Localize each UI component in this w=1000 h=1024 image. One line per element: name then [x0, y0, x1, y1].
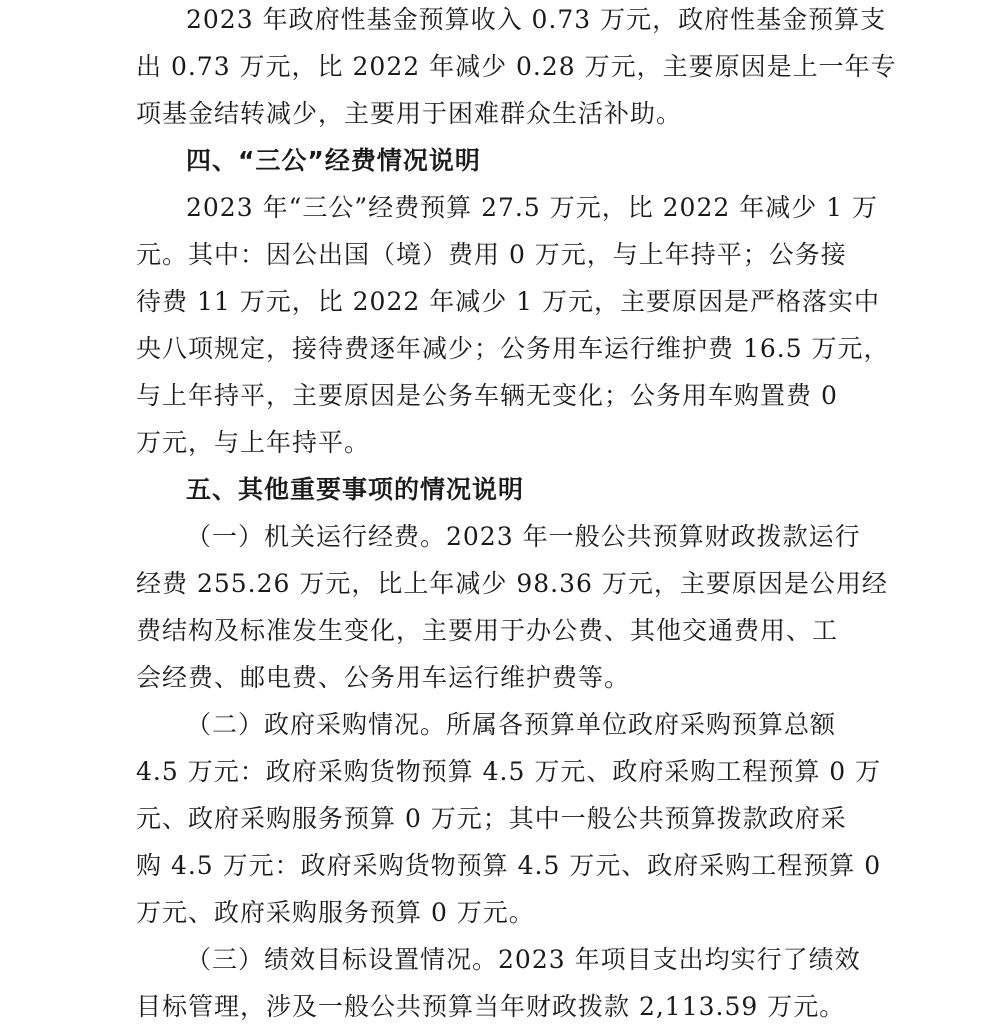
paragraph-line: （二）政府采购情况。所属各预算单位政府采购预算总额 [186, 710, 837, 739]
paragraph-line: 元。其中：因公出国（境）费用 0 万元，与上年持平；公务接 [136, 240, 847, 269]
paragraph-line: 2023 年政府性基金预算收入 0.73 万元，政府性基金预算支 [186, 5, 887, 34]
paragraph-line: 经费 255.26 万元，比上年减少 98.36 万元，主要原因是公用经 [136, 569, 888, 598]
paragraph-line: （一）机关运行经费。2023 年一般公共预算财政拨款运行 [186, 522, 861, 551]
paragraph-line: 目标管理，涉及一般公共预算当年财政拨款 2,113.59 万元。 [136, 992, 846, 1021]
paragraph-line: 购 4.5 万元：政府采购货物预算 4.5 万元、政府采购工程预算 0 [136, 851, 882, 880]
paragraph-line: 万元、政府采购服务预算 0 万元。 [136, 898, 535, 927]
paragraph-line: 会经费、邮电费、公务用车运行维护费等。 [136, 663, 631, 692]
paragraph-line: 元、政府采购服务预算 0 万元；其中一般公共预算拨款政府采 [136, 804, 847, 833]
paragraph-line: 万元，与上年持平。 [136, 428, 371, 457]
paragraph-line: 4.5 万元：政府采购货物预算 4.5 万元、政府采购工程预算 0 万 [136, 757, 882, 786]
section-heading: 五、其他重要事项的情况说明 [186, 475, 525, 504]
paragraph-line: 出 0.73 万元，比 2022 年减少 0.28 万元，主要原因是上一年专 [136, 52, 897, 81]
paragraph-line: 2023 年“三公”经费预算 27.5 万元，比 2022 年减少 1 万 [186, 193, 879, 222]
paragraph-line: 费结构及标准发生变化，主要用于办公费、其他交通费用、工 [136, 616, 839, 645]
paragraph-line: 央八项规定，接待费逐年减少；公务用车运行维护费 16.5 万元， [136, 334, 890, 363]
paragraph-line: 项基金结转减少，主要用于困难群众生活补助。 [136, 99, 683, 128]
paragraph-line: 与上年持平，主要原因是公务车辆无变化；公务用车购置费 0 [136, 381, 838, 410]
paragraph-line: 待费 11 万元，比 2022 年减少 1 万元，主要原因是严格落实中 [136, 287, 881, 316]
section-heading: 四、“三公”经费情况说明 [186, 146, 481, 175]
paragraph-line: （三）绩效目标设置情况。2023 年项目支出均实行了绩效 [186, 945, 861, 974]
